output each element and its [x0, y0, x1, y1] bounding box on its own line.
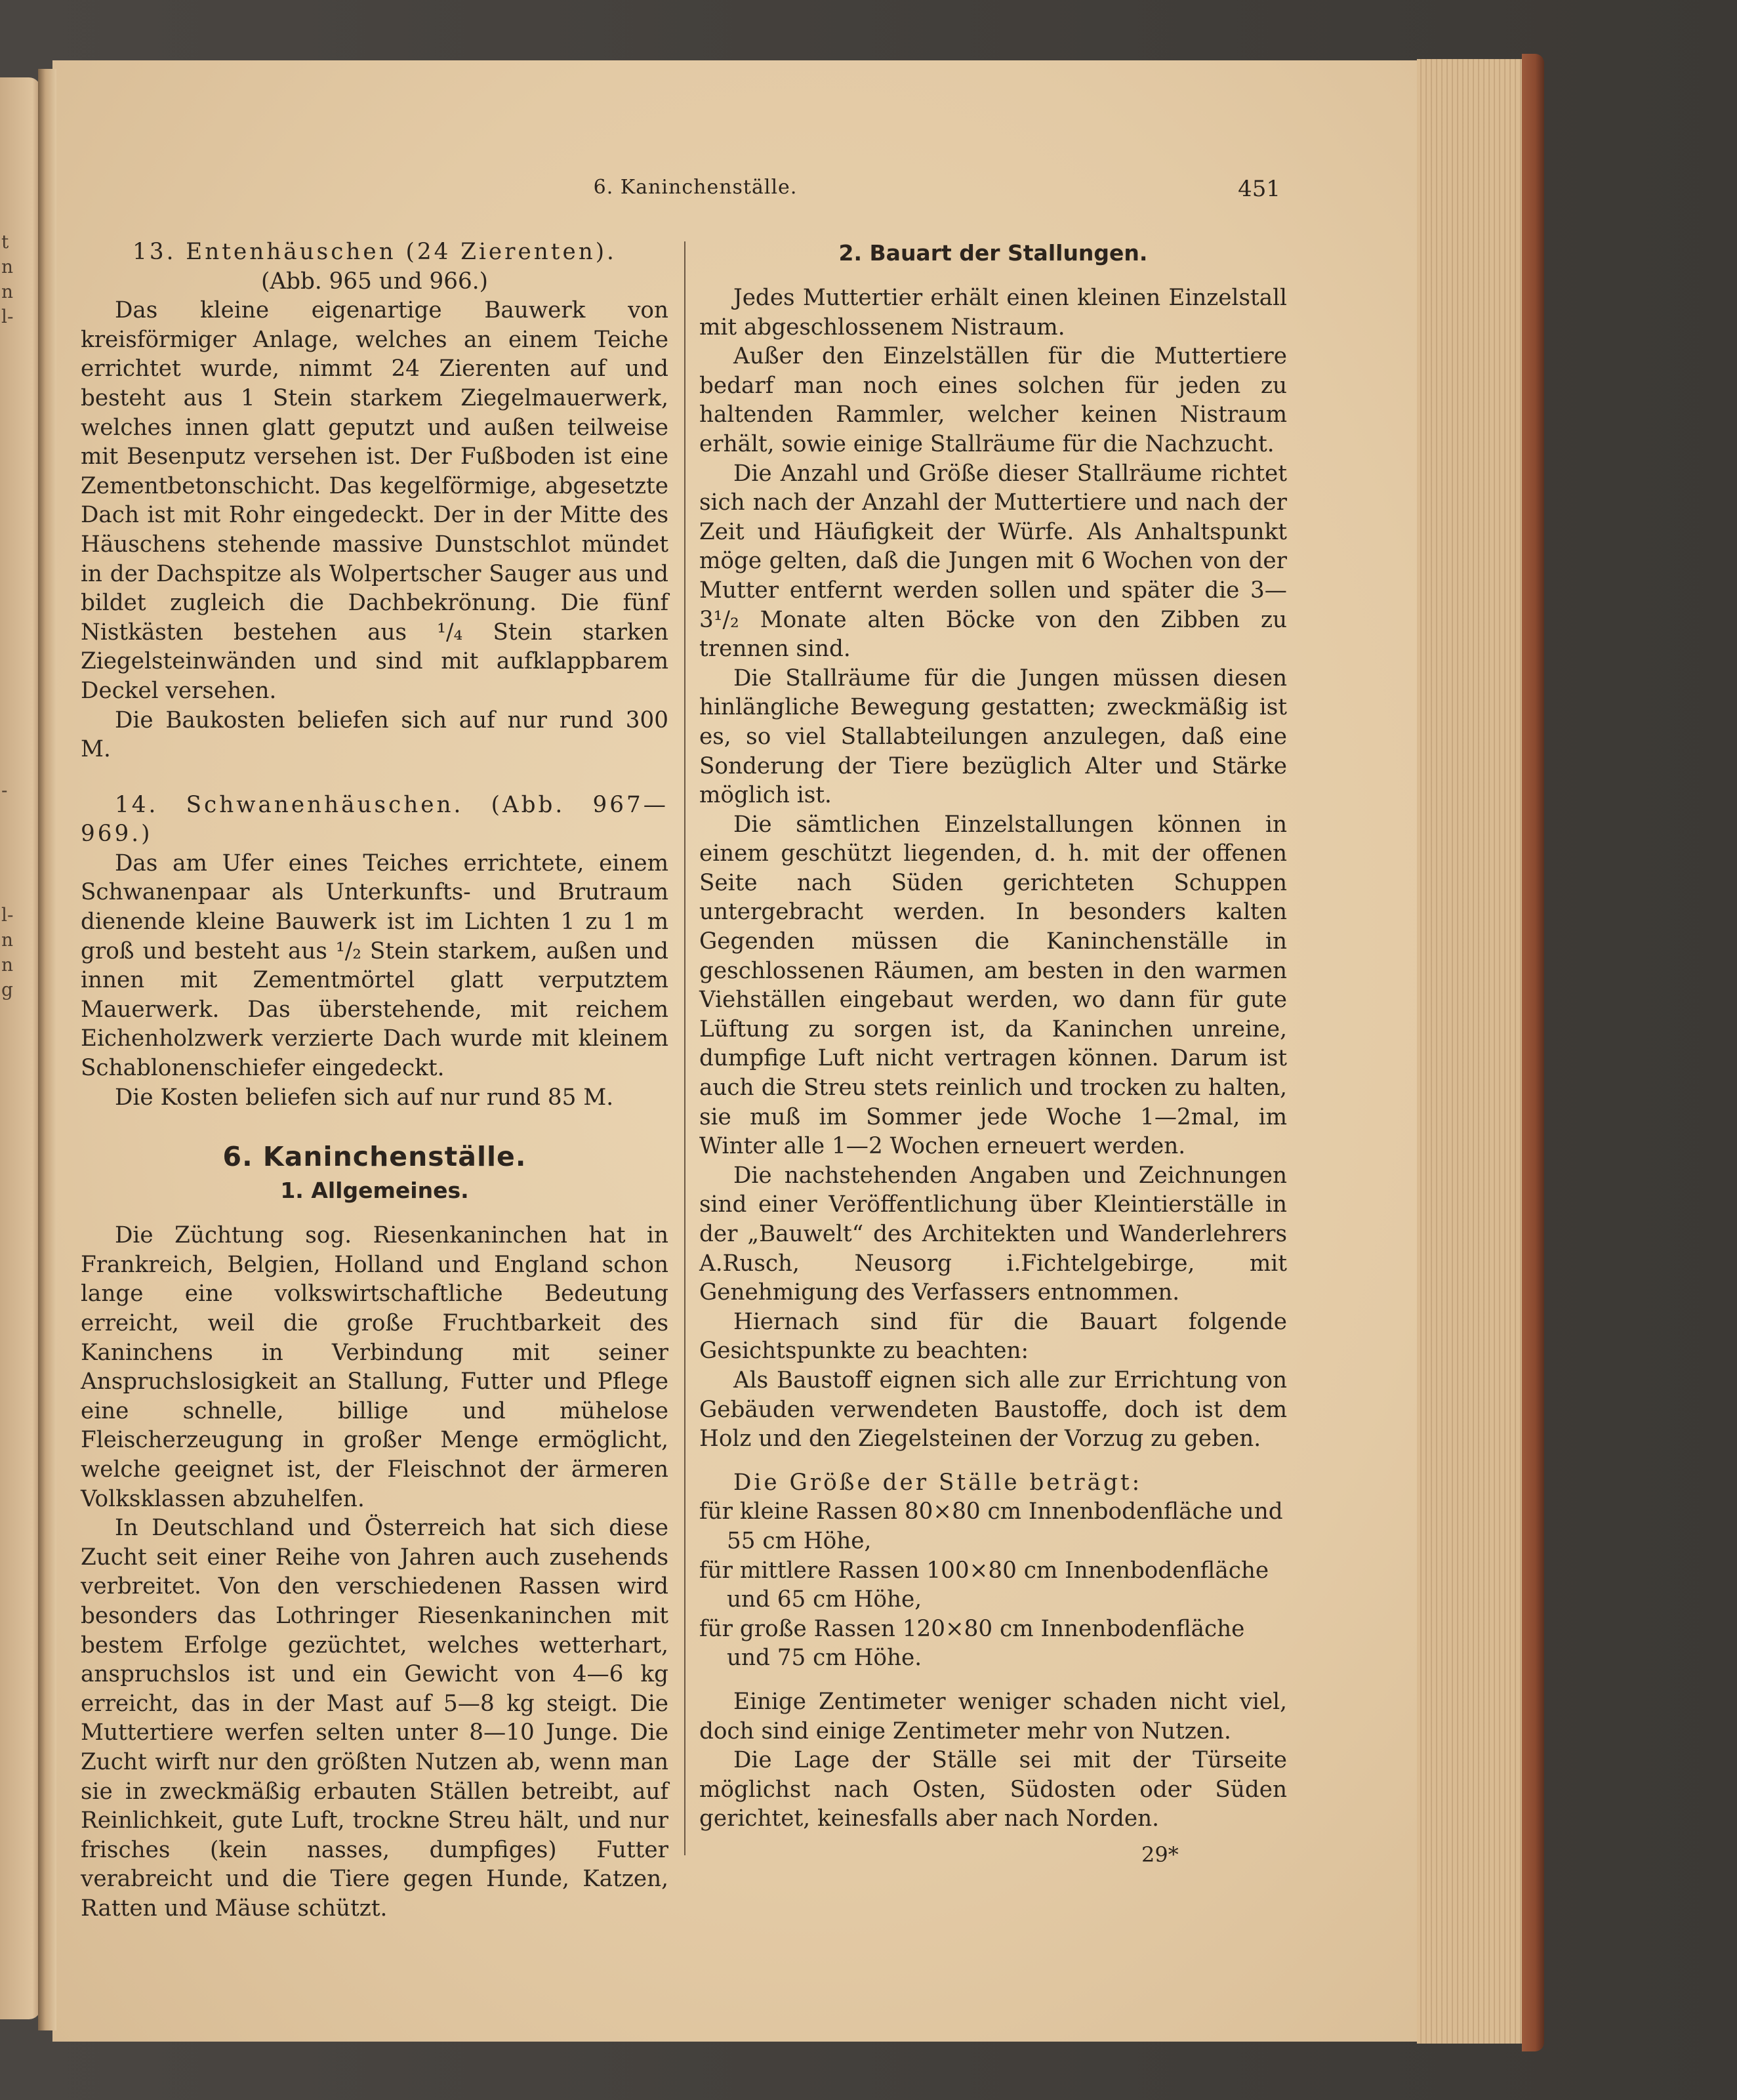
paragraph: Einige Zentimeter weniger schaden nicht viel, doch sind einige Zentimeter mehr von Nutzen.: [699, 1688, 1287, 1744]
left-page-fragment: [1, 579, 17, 604]
page-number: 451: [1238, 176, 1280, 202]
section-6-title: 6. Kaninchenställe.: [222, 1141, 527, 1173]
paragraph: Die Stallräume für die Jungen müssen diesen hinlängliche Bewegung gestatten; zweckmäßig ist es, so viel Stallabteilungen anzulegen, daß eine Sonderung der Tiere bezüglich Alter und Stärke möglich ist.: [699, 665, 1287, 809]
paragraph: Die Baukosten beliefen sich auf nur rund 300 M.: [81, 707, 668, 763]
left-page-fragment: [1, 728, 17, 753]
left-page-fragment: l-: [1, 904, 14, 926]
left-page-fragment: n: [1, 281, 14, 302]
left-page-fragment: [1, 404, 17, 429]
running-head: [105, 176, 1286, 209]
left-page-fragment: n: [1, 954, 14, 976]
paragraph: Jedes Muttertier erhält einen kleinen Einzelstall mit abgeschlossenem Nistraum.: [699, 285, 1287, 340]
column-divider: [684, 241, 685, 1855]
left-page-fragment: t: [1, 231, 9, 253]
book-cover-edge: [1522, 54, 1544, 2051]
subsection-2-title: 2. Bauart der Stallungen.: [838, 240, 1148, 266]
left-page-fragment: [1, 653, 17, 678]
section-14-heading: 14. Schwanenhäuschen. (Abb. 967—969.): [81, 791, 668, 848]
left-page-fragment: [1, 803, 17, 828]
paragraph: Das am Ufer eines Teiches errichtete, einem Schwanenpaar als Unterkunfts- und Brutraum dienende kleine Bauwerk ist im Lichten 1 zu 1 m groß und besteht aus ¹/₂ Stein starkem, außen und innen mit Zementmörtel glatt verputztem Mauerwerk. Das überstehende, mit reichem Eichenholzwerk verzierte Dach wurde mit kleinem Schablonenschiefer eingedeckt.: [81, 850, 668, 1082]
left-page-fragment: n: [1, 929, 14, 951]
section-13-heading: 13. Entenhäuschen (24 Zierenten).: [133, 239, 617, 265]
left-page-fragment: [1, 878, 17, 903]
section-13-figure-ref: (Abb. 965 und 966.): [261, 268, 488, 295]
paragraph: Die Züchtung sog. Riesenkaninchen hat in Frankreich, Belgien, Holland und England schon lange eine volkswirtschaftliche Bedeutung erreicht, weil die große Fruchtbarkeit des Kaninchens in Verbindung mit seiner Anspruchslosigkeit an Stallung, Futter und Pflege eine schnelle, billige und mühelose Fleischerzeugung in großer Menge ermöglicht, welche geeignet ist, der Fleischnot der ärmeren Volksklassen abzuhelfen.: [81, 1222, 668, 1512]
paragraph: Die Anzahl und Größe dieser Stallräume richtet sich nach der Anzahl der Muttertiere und nach der Zeit und Häufigkeit der Würfe. Als Anhaltspunkt möge gelten, daß die Jungen mit 6 Wochen von der Mutter entfernt werden sollen und später die 3—3¹/₂ Monate alten Böcke von den Zibben zu trennen sind.: [699, 460, 1287, 663]
paragraph: Die Kosten beliefen sich auf nur rund 85 M.: [115, 1084, 614, 1111]
left-page-fragment: [1, 753, 17, 778]
left-page-fragments: [1, 230, 17, 1002]
running-title: 6. Kaninchenställe.: [593, 176, 798, 199]
left-page-fragment: [1, 604, 17, 628]
paragraph: Hiernach sind für die Bauart folgende Gesichtspunkte zu beachten:: [699, 1308, 1287, 1365]
paragraph: In Deutschland und Österreich hat sich diese Zucht seit einer Reihe von Jahren auch zusehends verbreitet. Von den verschiedenen Rassen wird besonders das Lothringer Riesenkaninchen mit bestem Erfolge gezüchtet, welches wetterhart, anspruchslos ist und ein Gewicht von 4—6 kg erreicht, das in der Mast auf 5—8 kg steigt. Die Muttertiere werfen selten unter 8—10 Junge. Die Zucht wirft nur den größten Nutzen ab, wenn man sie in zweckmäßig erbauten Ställen betreibt, auf Reinlichkeit, gute Luft, trockne Streu hält, und nur frisches (kein nasses, dumpfiges) Futter verabreicht und die Tiere gegen Hunde, Katzen, Ratten und Mäuse schützt.: [81, 1515, 668, 1922]
left-page-fragment: [1, 429, 17, 454]
size-list-item: für große Rassen 120×80 cm Innenbodenfläche und 75 cm Höhe.: [699, 1615, 1245, 1672]
left-page-fragment: -: [1, 779, 8, 801]
paragraph: Als Baustoff eignen sich alle zur Errichtung von Gebäuden verwendeten Baustoffe, doch ist dem Holz und den Ziegelsteinen der Vorzug zu geben.: [699, 1367, 1287, 1452]
size-list-item: für mittlere Rassen 100×80 cm Innenbodenfläche und 65 cm Höhe,: [699, 1557, 1269, 1613]
left-page-fragment: [1, 678, 17, 703]
left-page-fragment: [1, 828, 17, 853]
left-page-fragment: [1, 703, 17, 728]
left-page-fragment: [1, 853, 17, 878]
left-page-fragment: [1, 329, 17, 354]
left-column: [81, 237, 668, 1923]
left-page-fragment: [1, 529, 17, 554]
left-page-fragment: g: [1, 979, 13, 1000]
paragraph: Die nachstehenden Angaben und Zeichnungen sind einer Veröffentlichung über Kleintierställe in der „Bauwelt“ des Architekten und Wanderlehrers A.Rusch, Neusorg i.Fichtelgebirge, mit Genehmigung des Verfassers entnommen.: [699, 1162, 1287, 1306]
paragraph: Die Lage der Ställe sei mit der Türseite möglichst nach Osten, Südosten oder Süden gerichtet, keinesfalls aber nach Norden.: [699, 1747, 1287, 1832]
paragraph: Das kleine eigenartige Bauwerk von kreisförmiger Anlage, welches an einem Teiche errichtet wurde, nimmt 24 Zierenten auf und besteht aus 1 Stein starkem Ziegelmauerwerk, welches innen glatt geputzt und außen teilweise mit Besenputz versehen ist. Der Fußboden ist eine Zementbetonschicht. Das kegelförmige, abgesetzte Dach ist mit Rohr eingedeckt. Der in der Mitte des Häuschens stehende massive Dunstschlot mündet in der Dachspitze als Wolpertscher Sauger aus und bildet zugleich die Dachbekrönung. Die fünf Nistkästen bestehen aus ¹/₄ Stein starken Ziegelsteinwänden und sind mit aufklappbarem Deckel versehen.: [81, 297, 668, 704]
signature-mark: 29*: [1141, 1842, 1179, 1867]
size-list-item: für kleine Rassen 80×80 cm Innenbodenfläche und 55 cm Höhe,: [699, 1498, 1283, 1554]
left-page-fragment: [1, 504, 17, 529]
subsection-1-title: 1. Allgemeines.: [280, 1178, 469, 1204]
paragraph: Die sämtlichen Einzelstallungen können in einem geschützt liegenden, d. h. mit der offenen Seite nach Süden gerichteten Schuppen untergebracht werden. In besonders kalten Gegenden müssen die Kaninchenställe in geschlossenen Räumen, am besten in den warmen Viehställen eingebaut werden, wo dann für gute Lüftung zu sorgen ist, da Kaninchen unreine, dumpfige Luft nicht vertragen können. Darum ist auch die Streu stets reinlich und trocken zu halten, sie muß im Sommer jede Woche 1—2mal, im Winter alle 1—2 Wochen erneuert werden.: [699, 811, 1287, 1160]
left-page-fragment: [1, 628, 17, 653]
left-page-fragment: [1, 554, 17, 579]
left-page-fragment: [1, 354, 17, 379]
left-page-fragment: [1, 479, 17, 504]
left-page-fragment: n: [1, 256, 14, 278]
left-page-fragment: l-: [1, 306, 14, 327]
size-list-heading: Die Größe der Ställe beträgt:: [733, 1469, 1143, 1496]
left-page-fragment: [1, 454, 17, 479]
left-page-fragment: [1, 379, 17, 404]
paragraph: Außer den Einzelställen für die Muttertiere bedarf man noch eines solchen für jeden zu haltenden Rammler, welcher keinen Nistraum erhält, sowie einige Stallräume für die Nachzucht.: [699, 343, 1287, 457]
page-stack-edge: [1417, 59, 1532, 2044]
book-gutter: [38, 69, 56, 2030]
right-column: [699, 237, 1287, 1834]
